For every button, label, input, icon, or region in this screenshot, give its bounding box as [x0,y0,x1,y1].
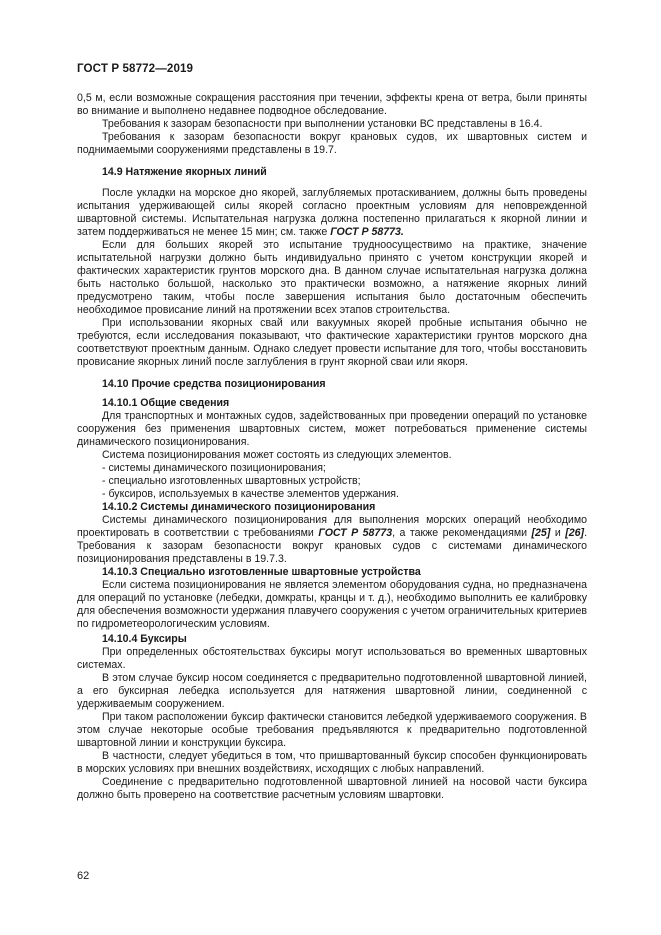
subsection-heading-14-10-3: 14.10.3 Специально изготовленные швартовные устройства [102,566,421,578]
document-code: ГОСТ Р 58772—2019 [77,62,194,75]
list-item: - системы динамического позиционирования; [102,462,326,474]
page-number: 62 [77,870,90,882]
bibliography-reference: [25] [531,527,551,539]
intro-paragraph: Требования к зазорам безопасности при выполнении установки ВС представлены в 16.4. [102,118,543,130]
section-paragraph: Для транспортных и монтажных судов, задействованных при проведении операций по установке сооружения без применения швартовных систем, может потребоваться применение системы динамического позиционирования. [77,410,587,448]
section-paragraph: В этом случае буксир носом соединяется с предварительно подготовленной швартовной линией, а его буксирная лебедка используется для натяжения швартовной линии, соединенной с удерживаемым сооружением. [77,672,587,710]
paragraph-text: и [550,527,566,539]
subsection-heading-14-10-1: 14.10.1 Общие сведения [102,397,230,409]
paragraph-text: Системы динамического позиционирования для выполнения морских операций необходимо проектировать в соответствии с требованиями [77,514,587,539]
paragraph-text: , а также рекомендациями [392,527,532,539]
bibliography-reference: [26] [565,527,585,539]
section-paragraph: При таком расположении буксир фактически становится лебедкой удерживаемого сооружения. В этом случае некоторые особые требования предъявляются к предварительно подготовленной швартовной линии и конструкции буксира. [77,711,587,749]
standard-reference: ГОСТ Р 58773 [318,527,393,539]
section-paragraph: Соединение с предварительно подготовленной швартовной линией на носовой части буксира должно быть проверено на соответствие расчетным условиям швартовки. [77,776,587,801]
section-paragraph: При определенных обстоятельствах буксиры могут использоваться во временных швартовных системах. [77,646,587,671]
paragraph-text: После укладки на морское дно якорей, заглубляемых протаскиванием, должны быть проведены испытания удерживающей силы якорей согласно проектным условиям для неповрежденной швартовной системы. Испытательная нагрузка должна постепенно прилагаться к якорной линии и затем поддерживаться не менее 15 мин; см. также [77,187,587,238]
section-paragraph: В частности, следует убедиться в том, что пришвартованный буксир способен функционировать в морских условиях при внешних воздействиях, исходящих с любых направлений. [77,750,587,775]
section-paragraph [77,514,587,566]
intro-paragraph-continued: 0,5 м, если возможные сокращения расстояния при течении, эффекты крена от ветра, были приняты во внимание и выполнено недавнее подводное обследование. [77,92,587,117]
list-item: - специально изготовленных швартовных устройств; [102,475,361,487]
section-heading-14-9: 14.9 Натяжение якорных линий [102,166,267,178]
section-paragraph [77,187,587,239]
list-item: - буксиров, используемых в качестве элементов удержания. [102,488,399,500]
section-heading-14-10: 14.10 Прочие средства позиционирования [102,378,326,390]
section-paragraph: Если система позиционирования не является элементом оборудования судна, но предназначена для операций по установке (лебедки, домкраты, кранцы и т. д.), необходимо выполнить ее калибровку для обеспечения возможности удержания плавучего сооружения с учетом ограничительных критериев по гидрометеорологическим условиям. [77,579,587,630]
section-paragraph: При использовании якорных свай или вакуумных якорей пробные испытания обычно не требуются, если исследования показывают, что фактические характеристики грунтов морского дна соответствуют проектным данным. Однако следует провести испытание для того, чтобы восстановить провисание якорных линий после заглубления в грунт якорной сваи или якоря. [77,317,587,368]
standard-reference: ГОСТ Р 58773. [330,226,404,238]
section-paragraph: Система позиционирования может состоять из следующих элементов. [102,449,452,461]
paragraph-text: . Требования к зазорам безопасности вокруг крановых судов с системами динамического позиционирования представлены в 19.7.3. [77,527,588,565]
document-body [77,92,587,802]
subsection-heading-14-10-2: 14.10.2 Системы динамического позиционирования [102,501,376,513]
section-paragraph: Если для больших якорей это испытание труднoосуществимо на практике, значение испытательной нагрузки должно быть индивидуально принято с учетом конструкции якорей и фактических характеристик грунтов морского дна. В данном случае испытательная нагрузка должна быть настолько большой, насколько это практически возможно, а натяжение якорных линий предусмотрено таким, чтобы после завершения испытания было достаточным обеспечить необходимое провисание линий на протяжении всех этапов строительства. [77,239,587,316]
intro-paragraph: Требования к зазорам безопасности вокруг крановых судов, их швартовных систем и поднимаемыми сооружениями представлены в 19.7. [77,131,587,156]
subsection-heading-14-10-4: 14.10.4 Буксиры [102,633,187,645]
